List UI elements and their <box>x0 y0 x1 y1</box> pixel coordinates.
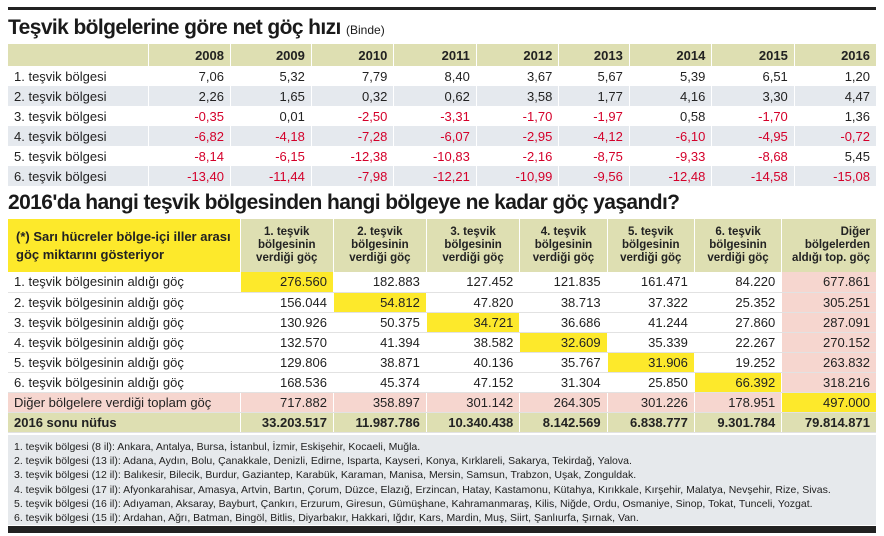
row-label: 6. teşvik bölgesi <box>8 166 148 186</box>
year-header: 2013 <box>559 44 630 66</box>
row-label: 5. teşvik bölgesinin aldığı göç <box>8 352 240 372</box>
rate-cell: -2,50 <box>311 106 393 126</box>
rate-cell: -2,16 <box>476 146 558 166</box>
rate-cell: -4,95 <box>712 126 794 146</box>
footnote-line: 3. teşvik bölgesi (12 il): Balıkesir, Bilecik, Burdur, Gaziantep, Karabük, Karaman, Manisa, Mersin, Samsun, Trabzon, Uşak, Zonguldak. <box>14 469 637 482</box>
rate-cell: 8,40 <box>394 66 476 86</box>
row-label: 2. teşvik bölgesinin aldığı göç <box>8 292 240 312</box>
table-row <box>8 272 876 292</box>
year-header: 2009 <box>230 44 311 66</box>
total-cell: 497.000 <box>782 392 876 412</box>
migration-cell: 36.686 <box>520 312 607 332</box>
year-header: 2011 <box>394 44 476 66</box>
rate-cell: -4,18 <box>230 126 311 146</box>
rate-cell: -4,12 <box>559 126 630 146</box>
migration-cell: 263.832 <box>782 352 876 372</box>
year-header: 2012 <box>476 44 558 66</box>
table-row <box>8 292 876 312</box>
migration-cell: 37.322 <box>607 292 694 312</box>
footnote-line: 1. teşvik bölgesi (8 il): Ankara, Antalya, Bursa, İstanbul, İzmir, Eskişehir, Kocaeli, Muğla. <box>14 441 421 453</box>
migration-cell: 121.835 <box>520 272 607 292</box>
migration-cell: 130.926 <box>240 312 333 332</box>
rate-cell: -12,48 <box>629 166 711 186</box>
row-label: 6. teşvik bölgesinin aldığı göç <box>8 372 240 392</box>
rate-cell: -3,31 <box>394 106 476 126</box>
migration-cell: 38.871 <box>333 352 426 372</box>
rate-cell: 1,65 <box>230 86 311 106</box>
column-header: 1. teşvik bölgesinin verdiği göç <box>240 219 333 272</box>
table-row <box>8 106 876 126</box>
population-cell: 8.142.569 <box>520 412 607 432</box>
total-cell: 301.142 <box>426 392 519 412</box>
migration-cell: 47.820 <box>426 292 519 312</box>
rate-cell: 7,79 <box>311 66 393 86</box>
population-cell: 33.203.517 <box>240 412 333 432</box>
rate-cell: -10,99 <box>476 166 558 186</box>
rate-cell: 6,51 <box>712 66 794 86</box>
row-label: 2. teşvik bölgesi <box>8 86 148 106</box>
row-label: 3. teşvik bölgesinin aldığı göç <box>8 312 240 332</box>
column-header: 5. teşvik bölgesinin verdiği göç <box>607 219 694 272</box>
total-cell: 301.226 <box>607 392 694 412</box>
migration-cell: 50.375 <box>333 312 426 332</box>
rate-cell: -7,28 <box>311 126 393 146</box>
migration-cell: 318.216 <box>782 372 876 392</box>
migration-cell: 54.812 <box>333 292 426 312</box>
migration-cell: 45.374 <box>333 372 426 392</box>
title-unit: (Binde) <box>346 23 385 37</box>
rate-cell: -6,07 <box>394 126 476 146</box>
bottom-rule <box>8 526 876 533</box>
rate-cell: 0,01 <box>230 106 311 126</box>
row-label: 3. teşvik bölgesi <box>14 108 107 124</box>
column-header: Diğer bölgelerden aldığı top. göç <box>782 219 876 272</box>
migration-cell: 31.906 <box>607 352 694 372</box>
rate-cell: 4,47 <box>794 86 876 106</box>
rate-cell: -9,56 <box>559 166 630 186</box>
rate-cell: 1,20 <box>794 66 876 86</box>
population-cell: 9.301.784 <box>694 412 781 432</box>
footnotes <box>8 435 876 525</box>
rate-cell: -6,82 <box>148 126 230 146</box>
rate-cell: -8,75 <box>559 146 630 166</box>
rate-cell: -2,95 <box>476 126 558 146</box>
migration-cell: 84.220 <box>694 272 781 292</box>
rate-cell: -14,58 <box>712 166 794 186</box>
migration-cell: 35.767 <box>520 352 607 372</box>
footnote-line: 5. teşvik bölgesi (16 il): Adıyaman, Aksaray, Bayburt, Çankırı, Erzurum, Giresun, Gümüşhane, Kahramanmaraş, Kilis, Niğde, Ordu, Osmaniye, Sinop, Tokat, Tunceli, Yozgat. <box>14 497 813 510</box>
rate-cell: -1,97 <box>559 106 630 126</box>
year-header: 2014 <box>629 44 711 66</box>
migration-cell: 156.044 <box>240 292 333 312</box>
total-cell: 717.882 <box>240 392 333 412</box>
rate-cell: 0,62 <box>394 86 476 106</box>
migration-cell: 66.392 <box>694 372 781 392</box>
row-label: 5. teşvik bölgesi <box>14 148 107 164</box>
rate-cell: 5,32 <box>230 66 311 86</box>
table-row <box>8 332 876 352</box>
migration-cell: 132.570 <box>240 332 333 352</box>
migration-cell: 41.394 <box>333 332 426 352</box>
population-cell: 79.814.871 <box>782 412 876 432</box>
rate-cell: 2,26 <box>148 86 230 106</box>
migration-cell: 168.536 <box>240 372 333 392</box>
migration-cell: 19.252 <box>694 352 781 372</box>
rate-cell: -15,08 <box>794 166 876 186</box>
column-header: 3. teşvik bölgesinin verdiği göç <box>426 219 519 272</box>
migration-cell: 161.471 <box>607 272 694 292</box>
table-row <box>8 312 876 332</box>
footnote-line: 6. teşvik bölgesi (15 il): Ardahan, Ağrı, Batman, Bingöl, Bitlis, Diyarbakır, Hakkari, Iğdır, Kars, Mardin, Muş, Siirt, Şanlıurfa, Şırnak, Van. <box>14 512 639 525</box>
rate-cell: -7,98 <box>311 166 393 186</box>
corner-cell <box>8 44 148 66</box>
migration-matrix-table <box>8 219 876 433</box>
row-label: 4. teşvik bölgesinin aldığı göç <box>8 332 240 352</box>
rate-cell: -8,68 <box>712 146 794 166</box>
rate-cell: -0,35 <box>148 106 230 126</box>
rate-cell: 0,32 <box>311 86 393 106</box>
population-row <box>8 412 876 432</box>
row-label: 4. teşvik bölgesi <box>8 126 148 146</box>
row-label: Diğer bölgelere verdiği toplam göç <box>8 392 240 412</box>
migration-cell: 32.609 <box>520 332 607 352</box>
rate-cell: -12,21 <box>394 166 476 186</box>
column-header: 2. teşvik bölgesinin verdiği göç <box>333 219 426 272</box>
rate-cell: 0,58 <box>629 106 711 126</box>
migration-cell: 38.582 <box>426 332 519 352</box>
rate-cell: 7,06 <box>148 66 230 86</box>
year-header: 2015 <box>712 44 794 66</box>
migration-cell: 25.850 <box>607 372 694 392</box>
rate-cell: 3,67 <box>476 66 558 86</box>
row-label: 1. teşvik bölgesinin aldığı göç <box>8 272 240 292</box>
migration-cell: 129.806 <box>240 352 333 372</box>
rate-cell: 4,16 <box>629 86 711 106</box>
rate-cell: -8,14 <box>148 146 230 166</box>
total-cell: 358.897 <box>333 392 426 412</box>
migration-cell: 27.860 <box>694 312 781 332</box>
row-label: 1. teşvik bölgesi <box>14 68 107 84</box>
migration-cell: 127.452 <box>426 272 519 292</box>
rate-cell: 5,39 <box>629 66 711 86</box>
total-row <box>8 392 876 412</box>
migration-cell: 41.244 <box>607 312 694 332</box>
rate-cell: 5,45 <box>794 146 876 166</box>
rate-cell: -11,44 <box>230 166 311 186</box>
migration-cell: 25.352 <box>694 292 781 312</box>
table-row <box>8 126 876 146</box>
rate-cell: -12,38 <box>311 146 393 166</box>
table-row <box>8 66 876 86</box>
year-header: 2008 <box>148 44 230 66</box>
migration-cell: 38.713 <box>520 292 607 312</box>
net-migration-table <box>8 44 876 186</box>
rate-cell: -6,15 <box>230 146 311 166</box>
migration-cell: 677.861 <box>782 272 876 292</box>
rate-cell: 5,67 <box>559 66 630 86</box>
table-row <box>8 372 876 392</box>
title-text: Teşvik bölgelerine göre net göç hızı <box>8 16 341 39</box>
population-cell: 11.987.786 <box>333 412 426 432</box>
column-header: 6. teşvik bölgesinin verdiği göç <box>694 219 781 272</box>
rate-cell: -6,10 <box>629 126 711 146</box>
footnote-line: 4. teşvik bölgesi (17 il): Afyonkarahisar, Amasya, Artvin, Bartın, Çorum, Düzce, Elazığ, Erzincan, Hatay, Kastamonu, Kütahya, Kırıkkale, Kırşehir, Malatya, Nevşehir, Rize, Sivas. <box>14 483 831 496</box>
migration-cell: 270.152 <box>782 332 876 352</box>
year-header: 2010 <box>311 44 393 66</box>
migration-cell: 22.267 <box>694 332 781 352</box>
rate-cell: -0,72 <box>794 126 876 146</box>
migration-cell: 35.339 <box>607 332 694 352</box>
migration-cell: 40.136 <box>426 352 519 372</box>
rate-cell: 1,36 <box>794 106 876 126</box>
population-cell: 6.838.777 <box>607 412 694 432</box>
rate-cell: 3,30 <box>712 86 794 106</box>
table-row <box>8 86 876 106</box>
note-cell: (*) Sarı hücreler bölge-içi iller arası göç miktarını gösteriyor <box>8 219 240 272</box>
footnote-line: 2. teşvik bölgesi (13 il): Adana, Aydın, Bolu, Çanakkale, Denizli, Edirne, Isparta, Kayseri, Konya, Kırklareli, Sakarya, Tekirdağ, Yalova. <box>14 455 632 468</box>
rate-cell: 3,58 <box>476 86 558 106</box>
migration-matrix-title: 2016'da hangi teşvik bölgesinden hangi bölgeye ne kadar göç yaşandı? <box>8 191 680 214</box>
migration-cell: 276.560 <box>240 272 333 292</box>
total-cell: 178.951 <box>694 392 781 412</box>
row-label: 2016 sonu nüfus <box>8 412 240 432</box>
year-header: 2016 <box>794 44 876 66</box>
migration-cell: 287.091 <box>782 312 876 332</box>
table-row <box>8 166 876 186</box>
migration-cell: 34.721 <box>426 312 519 332</box>
population-cell: 10.340.438 <box>426 412 519 432</box>
rate-cell: -1,70 <box>476 106 558 126</box>
net-migration-title <box>8 16 385 40</box>
rate-cell: -1,70 <box>712 106 794 126</box>
migration-cell: 305.251 <box>782 292 876 312</box>
rate-cell: 1,77 <box>559 86 630 106</box>
rate-cell: -9,33 <box>629 146 711 166</box>
rate-cell: -13,40 <box>148 166 230 186</box>
migration-cell: 31.304 <box>520 372 607 392</box>
migration-cell: 47.152 <box>426 372 519 392</box>
column-header: 4. teşvik bölgesinin verdiği göç <box>520 219 607 272</box>
migration-cell: 182.883 <box>333 272 426 292</box>
top-rule <box>8 7 876 10</box>
table-row <box>8 352 876 372</box>
table-row <box>8 146 876 166</box>
rate-cell: -10,83 <box>394 146 476 166</box>
total-cell: 264.305 <box>520 392 607 412</box>
